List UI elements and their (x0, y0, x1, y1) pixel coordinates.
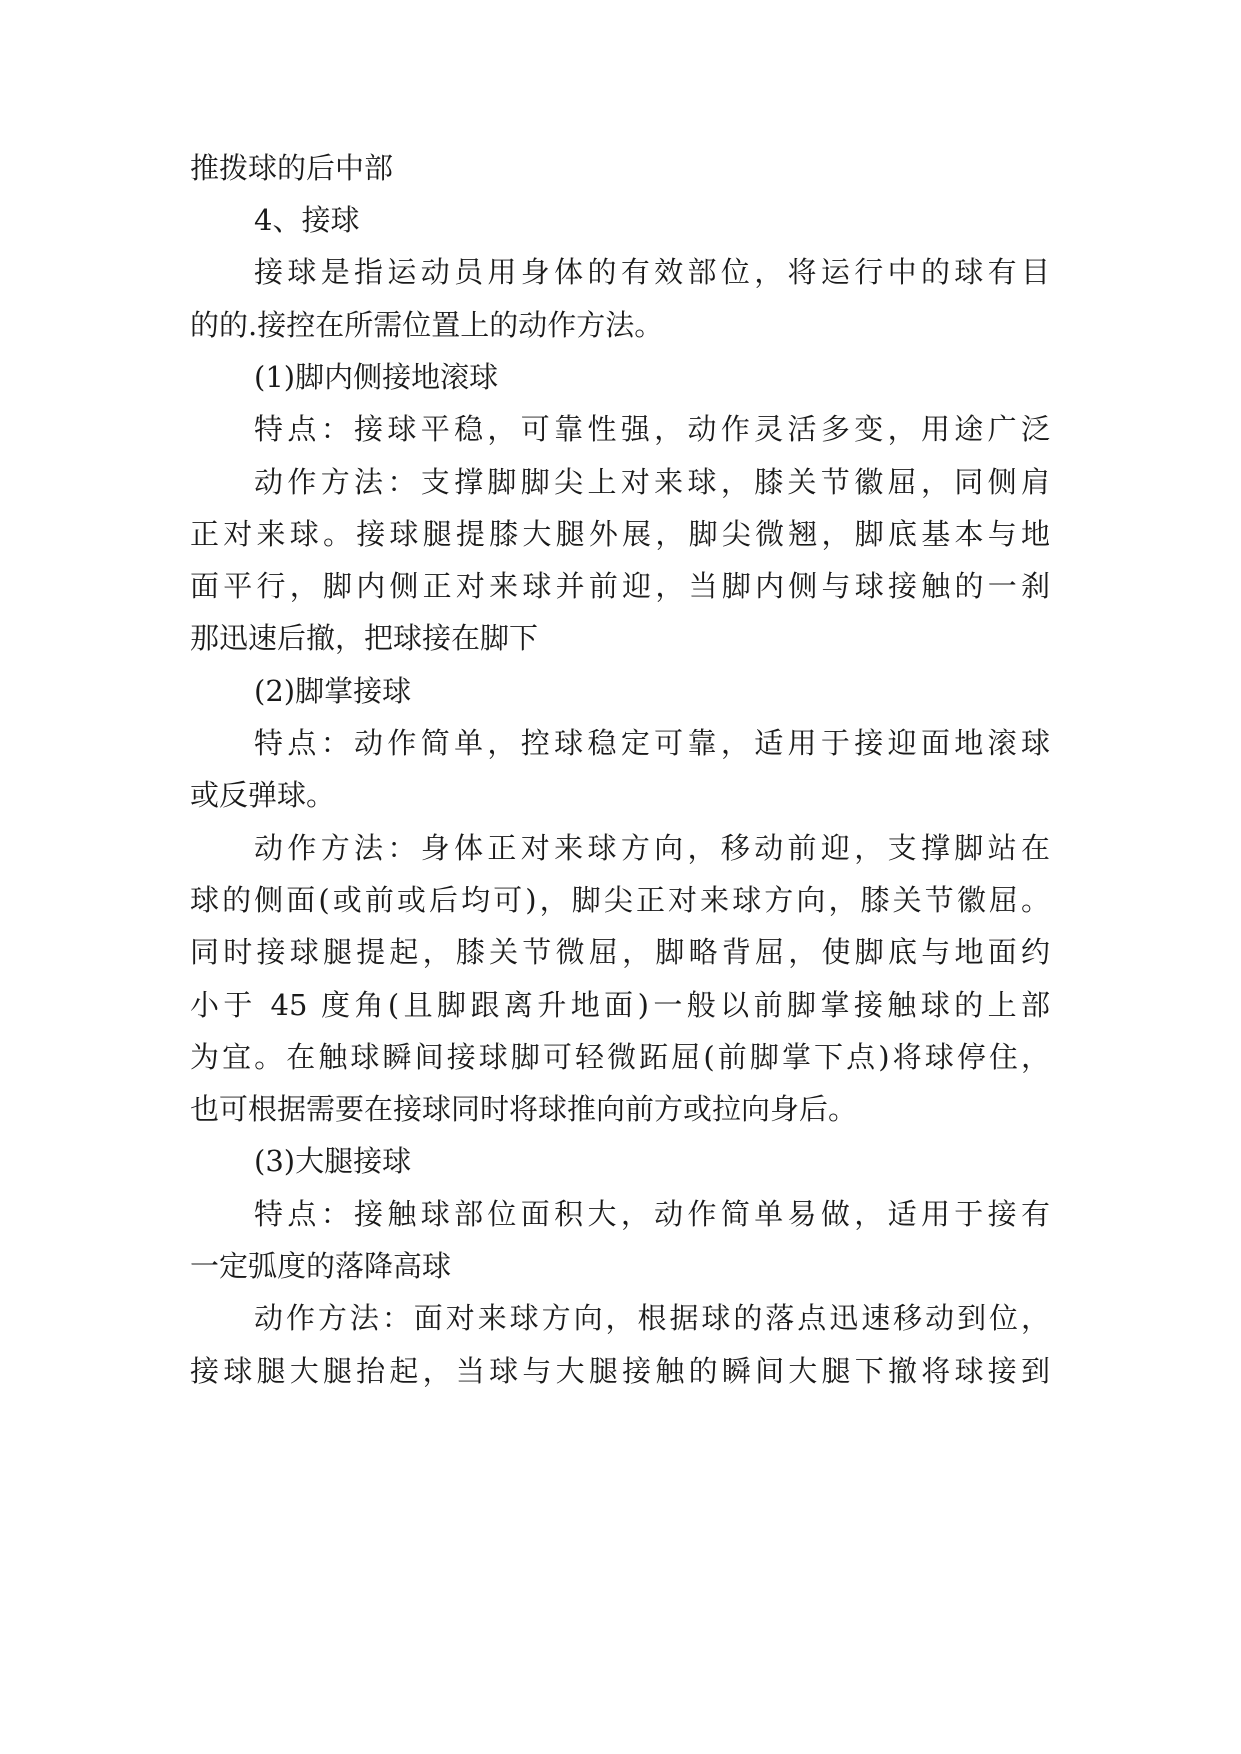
text-line-6: 特点：接球平稳，可靠性强，动作灵活多变，用途广泛 (254, 412, 1050, 446)
text-line-3: 接球是指运动员用身体的有效部位，将运行中的球有目 (254, 255, 1050, 289)
text-line-24: 接球腿大腿抬起，当球与大腿接触的瞬间大腿下撤将球接到 (190, 1354, 1050, 1388)
text-line-16: 同时接球腿提起，膝关节微屈，脚略背屈，使脚底与地面约 (190, 935, 1050, 969)
text-line-14: 动作方法：身体正对来球方向，移动前迎，支撑脚站在 (254, 831, 1050, 865)
text-line-15: 球的侧面(或前或后均可)，脚尖正对来球方向，膝关节徽屈。 (190, 883, 1050, 917)
text-line-1: 推拨球的后中部 (190, 151, 394, 185)
subheading-thigh: (3)大腿接球 (254, 1144, 412, 1178)
text-line-22: 一定弧度的落降高球 (190, 1249, 452, 1283)
text-line-18: 为宜。在触球瞬间接球脚可轻微跖屈(前脚掌下点)将球停住， (190, 1040, 1050, 1074)
subheading-sole: (2)脚掌接球 (254, 674, 412, 708)
text-line-19: 也可根据需要在接球同时将球推向前方或拉向身后。 (190, 1092, 858, 1126)
text-line-13: 或反弹球。 (190, 778, 336, 812)
text-line-21: 特点：接触球部位面积大，动作简单易做，适用于接有 (254, 1197, 1050, 1231)
text-line-9: 面平行，脚内侧正对来球并前迎，当脚内侧与球接触的一刹 (190, 569, 1050, 603)
text-line-7: 动作方法：支撑脚脚尖上对来球，膝关节徽屈，同侧肩 (254, 465, 1050, 499)
text-line-23: 动作方法：面对来球方向，根据球的落点迅速移动到位， (254, 1301, 1050, 1335)
text-line-8: 正对来球。接球腿提膝大腿外展，脚尖微翘，脚底基本与地 (190, 517, 1050, 551)
subheading-inside-foot: (1)脚内侧接地滚球 (254, 360, 499, 394)
text-line-4: 的的.接控在所需位置上的动作方法。 (190, 308, 664, 342)
text-line-10: 那迅速后撤，把球接在脚下 (190, 621, 539, 655)
text-line-17: 小于 45 度角(且脚跟离升地面)一般以前脚掌接触球的上部 (190, 988, 1050, 1022)
text-line-12: 特点：动作简单，控球稳定可靠，适用于接迎面地滚球 (254, 726, 1050, 760)
section-heading-receiving: 4、接球 (254, 203, 360, 237)
